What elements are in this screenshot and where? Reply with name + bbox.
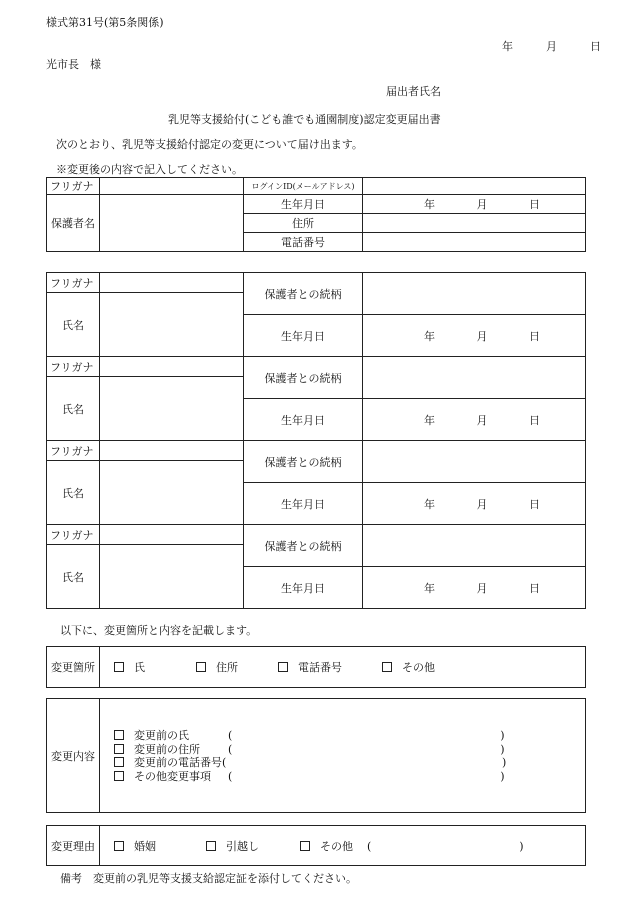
child4-relation-label: 保護者との続柄 xyxy=(244,525,363,567)
child2-relation-field[interactable] xyxy=(363,357,586,399)
child3-furigana-label: フリガナ xyxy=(47,441,100,461)
reason-marriage[interactable]: 婚姻 xyxy=(114,838,206,854)
child1-furigana-label: フリガナ xyxy=(47,273,100,293)
child2-birth-field[interactable]: 年 月 日 xyxy=(363,399,586,441)
change-content-label: 変更内容 xyxy=(47,699,100,813)
content-item-name[interactable]: 変更前の氏 ( ) xyxy=(114,729,506,743)
change-content-items xyxy=(100,699,586,813)
guardian-birth-label: 生年月日 xyxy=(244,195,363,214)
child4-birth-field[interactable]: 年 月 日 xyxy=(363,567,586,609)
form-title: 乳児等支援給付(こども誰でも通園制度)認定変更届出書 xyxy=(168,113,441,126)
checkbox-icon[interactable] xyxy=(196,662,206,672)
change-content-table xyxy=(46,698,586,813)
child1-birth-field[interactable]: 年 月 日 xyxy=(363,315,586,357)
child1-name-label: 氏名 xyxy=(47,293,100,357)
child2-birth-label: 生年月日 xyxy=(244,399,363,441)
option-address[interactable]: 住所 xyxy=(196,659,278,675)
child1-name-field[interactable] xyxy=(100,293,244,357)
checkbox-icon[interactable] xyxy=(206,841,216,851)
option-phone[interactable]: 電話番号 xyxy=(278,659,382,675)
change-reason-label: 変更理由 xyxy=(47,826,100,866)
child2-furigana-label: フリガナ xyxy=(47,357,100,377)
child1-furigana-field[interactable] xyxy=(100,273,244,293)
footer-note: 備考 変更前の乳児等支援支給認定証を添付してください。 xyxy=(60,872,357,885)
checkbox-icon[interactable] xyxy=(300,841,310,851)
reason-moving[interactable]: 引越し xyxy=(206,838,300,854)
child3-furigana-field[interactable] xyxy=(100,441,244,461)
change-reason-table xyxy=(46,825,586,866)
change-place-table xyxy=(46,646,586,688)
child2-furigana-field[interactable] xyxy=(100,357,244,377)
child4-name-field[interactable] xyxy=(100,545,244,609)
child2-name-label: 氏名 xyxy=(47,377,100,441)
checkbox-icon[interactable] xyxy=(114,662,124,672)
guardian-table xyxy=(46,177,586,252)
child1-relation-field[interactable] xyxy=(363,273,586,315)
changes-intro: 以下に、変更箇所と内容を記載します。 xyxy=(60,624,258,637)
change-reason-options xyxy=(100,826,586,866)
guardian-furigana-label: フリガナ xyxy=(47,178,100,195)
guardian-name-field[interactable] xyxy=(100,195,244,252)
checkbox-icon[interactable] xyxy=(382,662,392,672)
guardian-phone-field[interactable] xyxy=(363,233,586,252)
child2-relation-label: 保護者との続柄 xyxy=(244,357,363,399)
content-item-other[interactable]: その他変更事項 ( ) xyxy=(114,770,506,784)
intro-text: 次のとおり、乳児等支援給付認定の変更について届け出ます。 xyxy=(56,138,363,151)
checkbox-icon[interactable] xyxy=(114,757,124,767)
checkbox-icon[interactable] xyxy=(278,662,288,672)
child3-birth-label: 生年月日 xyxy=(244,483,363,525)
option-name[interactable]: 氏 xyxy=(114,659,196,675)
change-place-label: 変更箇所 xyxy=(47,647,100,688)
change-place-options xyxy=(100,647,586,688)
checkbox-icon[interactable] xyxy=(114,771,124,781)
child2-name-field[interactable] xyxy=(100,377,244,441)
checkbox-icon[interactable] xyxy=(114,841,124,851)
guardian-birth-field[interactable]: 年 月 日 xyxy=(363,195,586,214)
date-year: 年 xyxy=(502,40,513,53)
children-table xyxy=(46,272,586,609)
guardian-name-label: 保護者名 xyxy=(47,195,100,252)
child3-relation-field[interactable] xyxy=(363,441,586,483)
child3-relation-label: 保護者との続柄 xyxy=(244,441,363,483)
login-id-label: ログインID(メールアドレス) xyxy=(244,178,363,195)
child3-name-label: 氏名 xyxy=(47,461,100,525)
guardian-address-label: 住所 xyxy=(244,214,363,233)
child4-furigana-label: フリガナ xyxy=(47,525,100,545)
login-id-field[interactable] xyxy=(363,178,586,195)
content-item-phone[interactable]: 変更前の電話番号( ) xyxy=(114,756,506,770)
guardian-address-field[interactable] xyxy=(363,214,586,233)
change-content-list xyxy=(114,729,506,783)
date-month: 月 xyxy=(546,40,557,53)
form-number: 様式第31号(第5条関係) xyxy=(46,16,164,29)
reason-other[interactable]: その他 ( ) xyxy=(300,838,524,854)
guardian-furigana-field[interactable] xyxy=(100,178,244,195)
checkbox-icon[interactable] xyxy=(114,730,124,740)
child4-relation-field[interactable] xyxy=(363,525,586,567)
applicant-name-label: 届出者氏名 xyxy=(386,85,441,98)
date-day: 日 xyxy=(590,40,601,53)
child1-relation-label: 保護者との続柄 xyxy=(244,273,363,315)
submission-date xyxy=(502,38,601,54)
child4-name-label: 氏名 xyxy=(47,545,100,609)
child3-name-field[interactable] xyxy=(100,461,244,525)
checkbox-icon[interactable] xyxy=(114,744,124,754)
option-other[interactable]: その他 xyxy=(382,659,435,675)
note-text: ※変更後の内容で記入してください。 xyxy=(56,163,243,176)
content-item-address[interactable]: 変更前の住所 ( ) xyxy=(114,743,506,757)
addressee: 光市長 様 xyxy=(46,58,101,71)
child4-birth-label: 生年月日 xyxy=(244,567,363,609)
guardian-phone-label: 電話番号 xyxy=(244,233,363,252)
child4-furigana-field[interactable] xyxy=(100,525,244,545)
child1-birth-label: 生年月日 xyxy=(244,315,363,357)
child3-birth-field[interactable]: 年 月 日 xyxy=(363,483,586,525)
